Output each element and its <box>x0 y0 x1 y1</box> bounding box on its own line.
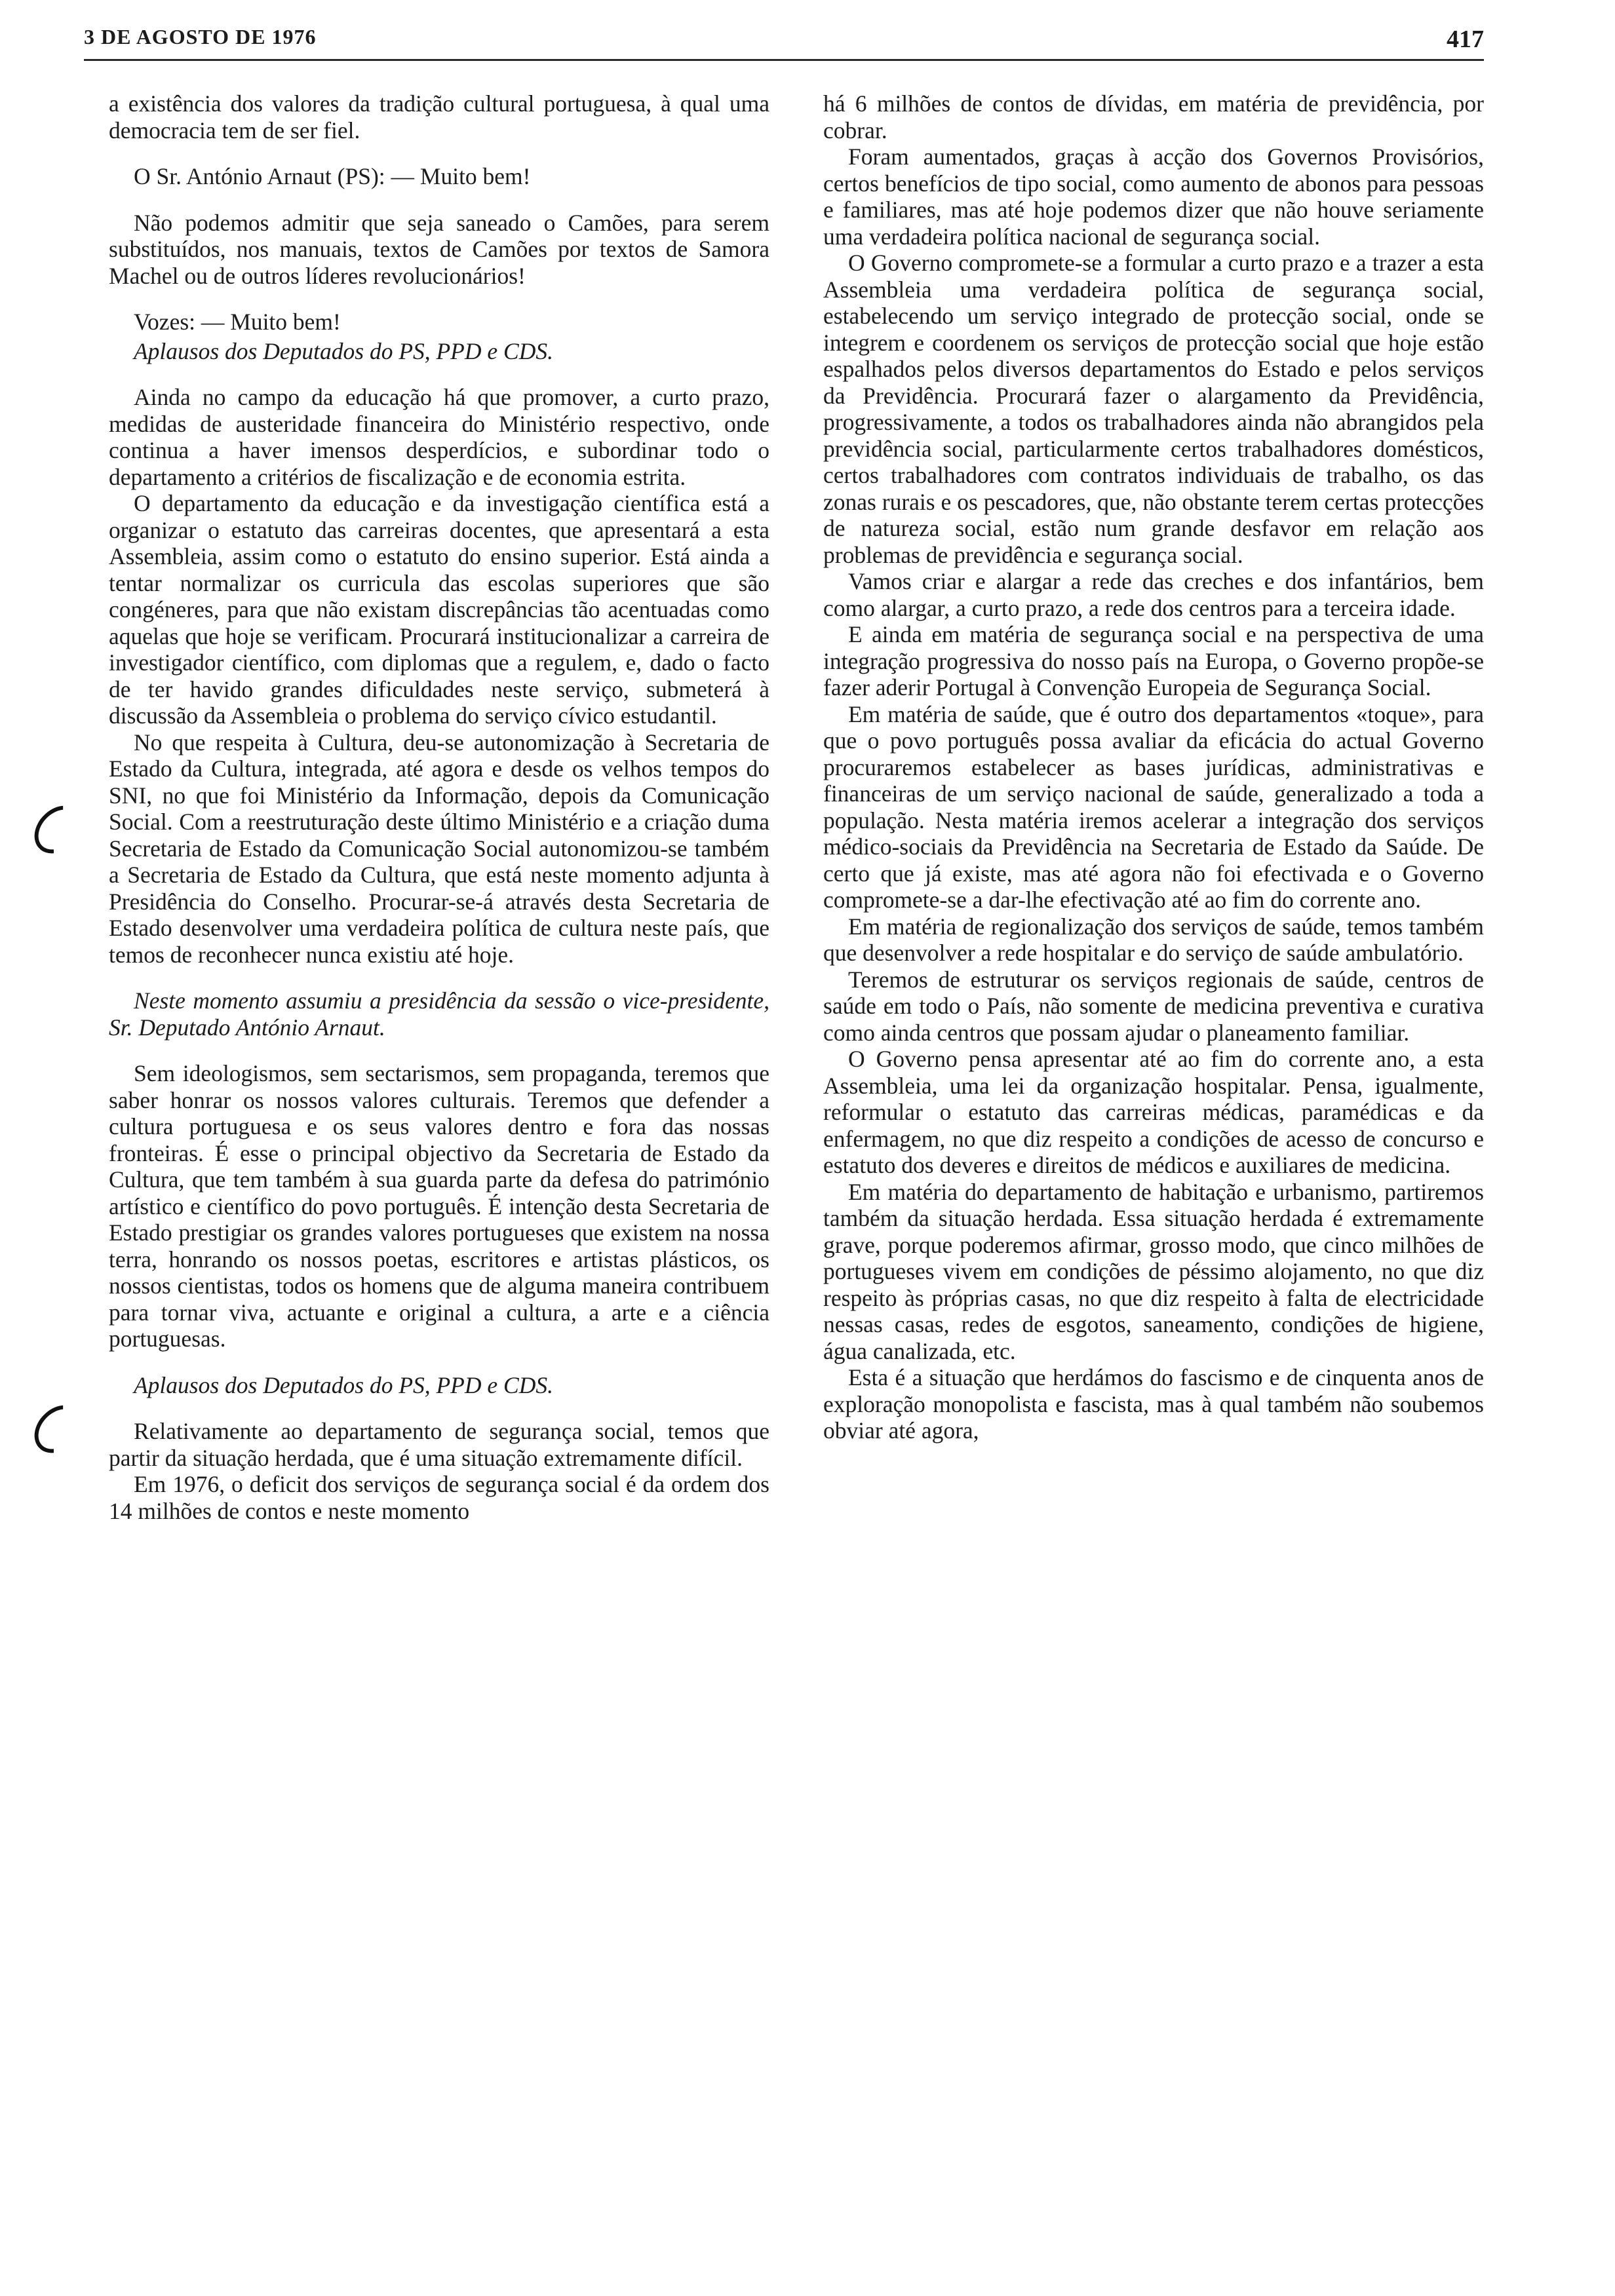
paragraph: há 6 milhões de contos de dívidas, em matéria de previdência, por cobrar. <box>823 90 1484 144</box>
session-note: Neste momento assumiu a presidência da sessão o vice-presidente, Sr. Deputado António Arnaut. <box>109 987 769 1041</box>
paragraph: Não podemos admitir que seja saneado o Camões, para serem substituídos, nos manuais, textos de Camões por textos de Samora Machel ou de outros líderes revolucionários! <box>109 209 769 289</box>
page-number: 417 <box>1447 26 1484 53</box>
paragraph: Em 1976, o deficit dos serviços de segurança social é da ordem dos 14 milhões de contos e neste momento <box>109 1471 769 1524</box>
speaker-line: Vozes: — Muito bem! <box>134 309 341 335</box>
margin-bracket-mark <box>25 796 92 863</box>
page-header <box>84 20 1484 61</box>
paragraph: Em matéria do departamento de habitação e urbanismo, partiremos também da situação herdada. Essa situação herdada é extremamente grave, porque poderemos afirmar, grosso modo, que cinco milhões de portugueses vivem em condições de péssimo alojamento, no que diz respeito às próprias casas, no que diz respeito à falta de electricidade nessas casas, redes de esgotos, saneamento, condições de higiene, água canalizada, etc. <box>823 1178 1484 1364</box>
margin-bracket-mark <box>25 1396 92 1463</box>
applause-note: Aplausos dos Deputados do PS, PPD e CDS. <box>134 337 553 364</box>
paragraph: E ainda em matéria de segurança social e na perspectiva de uma integração progressiva do nosso país na Europa, o Governo propõe-se fazer aderir Portugal à Convenção Europeia de Segurança Social. <box>823 621 1484 700</box>
paragraph: Em matéria de saúde, que é outro dos departamentos «toque», para que o povo português possa avaliar da eficácia do actual Governo procuraremos estabelecer as bases jurídicas, administrativas e financeiras de um serviço nacional de saúde, generalizado a toda a população. Nesta matéria iremos acelerar a integração dos serviços médico-sociais da Previdência na Secretaria de Estado da Saúde. De certo que já existe, mas até agora não foi efectivada e o Governo compromete-se a dar-lhe efectivação até ao fim do corrente ano. <box>823 700 1484 913</box>
paragraph: Foram aumentados, graças à acção dos Governos Provisórios, certos benefícios de tipo social, como aumento de abonos para pessoas e familiares, mas até hoje podemos dizer que não houve seriamente uma verdadeira política nacional de segurança social. <box>823 144 1484 250</box>
paragraph: Sem ideologismos, sem sectarismos, sem propaganda, teremos que saber honrar os nossos valores culturais. Teremos que defender a cultura portuguesa e os seus valores dentro e fora das nossas fronteiras. É esse o principal objectivo da Secretaria de Estado da Cultura, que tem também à sua guarda parte da defesa do património artístico e científico do povo português. É intenção desta Secretaria de Estado prestigiar os grandes valores portugueses que existem na nossa terra, honrando os nossos poetas, escritores e artistas plásticos, os nossos cientistas, todos os homens que de alguma maneira contribuem para tornar viva, actuante e original a cultura, a arte e a ciência portuguesas. <box>109 1060 769 1352</box>
right-column <box>823 90 1484 1444</box>
paragraph: O Governo pensa apresentar até ao fim do corrente ano, a esta Assembleia, uma lei da organização hospitalar. Pensa, igualmente, reformular o estatuto das carreiras médicas, paramédicas e da enfermagem, no que diz respeito a condições de acesso de concurso e estatuto dos deveres e direitos de médicos e auxiliares de medicina. <box>823 1046 1484 1178</box>
paragraph: Vamos criar e alargar a rede das creches e dos infantários, bem como alargar, a curto prazo, a rede dos centros para a terceira idade. <box>823 568 1484 621</box>
paragraph: Em matéria de regionalização dos serviços de saúde, temos também que desenvolver a rede hospitalar e do serviço de saúde ambulatório. <box>823 913 1484 966</box>
header-date: 3 DE AGOSTO DE 1976 <box>84 25 317 48</box>
paragraph: a existência dos valores da tradição cultural portuguesa, à qual uma democracia tem de ser fiel. <box>109 90 769 144</box>
paragraph: Teremos de estruturar os serviços regionais de saúde, centros de saúde em todo o País, não somente de medicina preventiva e curativa como ainda centros que possam ajudar o planeamento familiar. <box>823 966 1484 1046</box>
paragraph: O Governo compromete-se a formular a curto prazo e a trazer a esta Assembleia uma verdadeira política de segurança social, estabelecendo um serviço integrado de protecção social, onde se integrem e coordenem os serviços de protecção social que hoje estão espalhados pelos diversos departamentos do Estado e pelos serviços da Previdência. Procurará fazer o alargamento da Previdência, progressivamente, a todos os trabalhadores ainda não abrangidos pela previdência social, particularmente certos trabalhadores domésticos, certos trabalhadores com contratos individuais de trabalho, os das zonas rurais e os pescadores, que, não obstante terem certas protecções de natureza social, estão num grande desfavor em relação aos problemas de previdência e segurança social. <box>823 250 1484 568</box>
paragraph: No que respeita à Cultura, deu-se autonomização à Secretaria de Estado da Cultura, integrada, até agora e desde os velhos tempos do SNI, no que foi Ministério da Informação, depois da Comunicação Social. Com a reestruturação deste último Ministério e a criação duma Secretaria de Estado da Comunicação Social autonomizou-se também a Secretaria de Estado da Cultura, que está neste momento adjunta à Presidência do Conselho. Procurar-se-á através desta Secretaria de Estado desenvolver uma verdadeira política de cultura neste país, que temos de reconhecer nunca existiu até hoje. <box>109 729 769 968</box>
applause-note: Aplausos dos Deputados do PS, PPD e CDS. <box>134 1371 553 1398</box>
left-column <box>109 90 769 1524</box>
speaker-line: O Sr. António Arnaut (PS): — Muito bem! <box>134 163 531 189</box>
paragraph: Relativamente ao departamento de segurança social, temos que partir da situação herdada, que é uma situação extremamente difícil. <box>109 1418 769 1471</box>
paragraph: O departamento da educação e da investigação científica está a organizar o estatuto das carreiras docentes, que apresentará a esta Assembleia, assim como o estatuto do ensino superior. Está ainda a tentar normalizar os curricula das escolas superiores que são congéneres, para que não existam discrepâncias tão acentuadas como aquelas que hoje se verificam. Procurará institucionalizar a carreira de investigador científico, com diplomas que a regulem, e, dado o facto de ter havido grandes dificuldades neste serviço, submeterá à discussão da Assembleia o problema do serviço cívico estudantil. <box>109 490 769 729</box>
paragraph: Esta é a situação que herdámos do fascismo e de cinquenta anos de exploração monopolista e fascista, mas à qual também não soubemos obviar até agora, <box>823 1364 1484 1444</box>
paragraph: Ainda no campo da educação há que promover, a curto prazo, medidas de austeridade financeira do Ministério respectivo, onde continua a haver imensos desperdícios, e subordinar todo o departamento a critérios de fiscalização e de economia estrita. <box>109 384 769 490</box>
